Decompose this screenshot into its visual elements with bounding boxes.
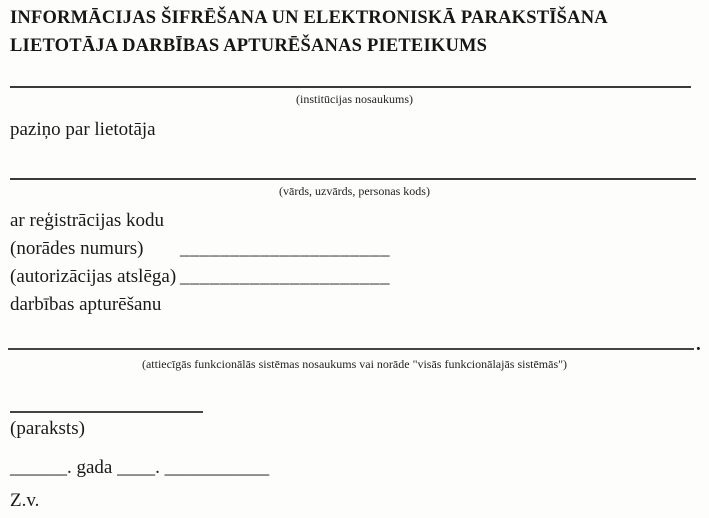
authorization-label: (autorizācijas atslēga) <box>10 266 177 287</box>
notify-text: paziņo par lietotāja <box>10 119 156 140</box>
authorization-fill-line: _____________________ <box>180 266 390 287</box>
seal-text: Z.v. <box>10 490 40 511</box>
page-title-line2: LIETOTĀJA DARBĪBAS APTURĒŠANAS PIETEIKUMS <box>10 36 488 56</box>
signature-caption: (paraksts) <box>10 418 85 439</box>
signature-line <box>10 411 203 413</box>
reference-fill-line: _____________________ <box>180 238 390 259</box>
institution-line <box>10 86 691 88</box>
system-caption: (attiecīgās funkcionālās sistēmas nosaukums vai norāde "visās funkcionālajās sistēmās") <box>141 357 568 371</box>
suspension-text: darbības apturēšanu <box>10 294 162 315</box>
reference-label: (norādes numurs) <box>10 238 144 259</box>
system-line <box>8 348 694 350</box>
date-line: ______. gada ____. ___________ <box>10 457 270 478</box>
page-title-line1: INFORMĀCIJAS ŠIFRĒŠANA UN ELEKTRONISKĀ PARAKSTĪŠANA <box>10 8 608 28</box>
institution-caption: (institūcijas nosaukums) <box>296 92 413 106</box>
person-caption: (vārds, uzvārds, personas kods) <box>279 184 430 198</box>
person-line <box>10 178 696 180</box>
system-line-period: . <box>696 334 701 355</box>
registration-text: ar reģistrācijas kodu <box>10 210 165 231</box>
